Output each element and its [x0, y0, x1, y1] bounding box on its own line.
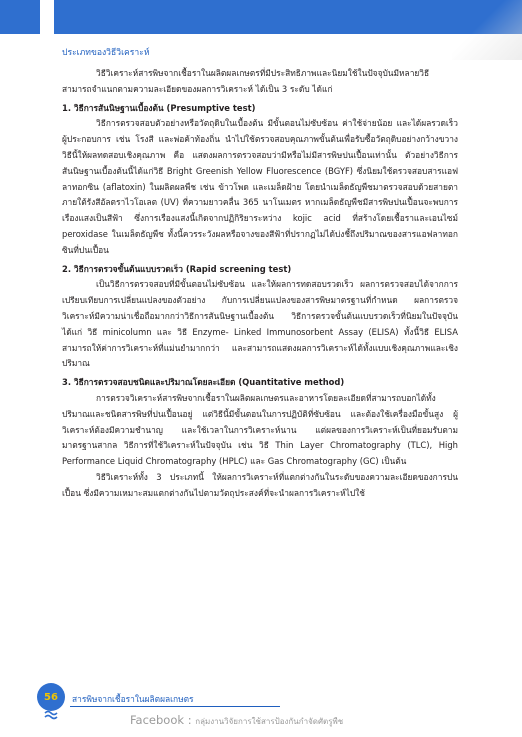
method-body-2: เป็นวิธีการตรวจสอบที่มีขั้นตอนไม่ซับซ้อน และให้ผลการทดสอบรวดเร็ว ผลการตรวจสอบได้จากการเปรียบเทียบการเปลี่ยนแปลงของตัวอย่าง กับการเปลี่ยนแปลงของสารพิษมาตรฐานที่กำหนด ผลการตรวจวิเคราะห์มีความน่าเชื่อถือมากกว่าวิธีการสันนิษฐานเบื้องต้น วิธีการตรวจขั้นต้นแบบรวดเร็วที่นิยมในปัจจุบัน ได้แก่ วิธี minicolumn และ วิธี Enzyme- Linked Immunosorbent Assay (ELISA) ทั้งนี้วิธี ELISA สามารถให้ค่าการวิเคราะห์ที่แม่นยำมากกว่า และสามารถแสดงผลการวิเคราะห์ได้ทั้งแบบเชิงคุณภาพและเชิงปริมาณ: [62, 279, 458, 369]
header-notch: [40, 0, 54, 34]
intro-paragraph: วิธีวิเคราะห์สารพิษจากเชื้อราในผลิตผลเกษตรที่มีประสิทธิภาพและนิยมใช้ในปัจจุบันมีหลายวิธี สามารถจำแนกตามความละเอียดของผลการวิเคราะห์ ได้เป็น 3 ระดับ ได้แก่: [62, 68, 430, 94]
section-title: ประเภทของวิธีวิเคราะห์: [62, 48, 150, 58]
footer-divider: [70, 706, 280, 707]
method-heading-2: 2. วิธีการตรวจขั้นต้นแบบรวดเร็ว (Rapid screening test): [62, 263, 292, 274]
page-corner-shade: [452, 0, 522, 60]
page-number-badge: [37, 683, 65, 711]
page-content: [62, 46, 458, 502]
page-number: 56: [44, 691, 58, 703]
closing-paragraph: วิธีวิเคราะห์ทั้ง 3 ประเภทนี้ ให้ผลการวิเคราะห์ที่แตกต่างกันในระดับของความละเอียดของการปนเปื้อน ซึ่งมีความเหมาะสมแตกต่างกันไปตามวัตถุประสงค์ที่จะนำผลการวิเคราะห์ไปใช้: [62, 471, 458, 498]
method-body-3: การตรวจวิเคราะห์สารพิษจากเชื้อราในผลิตผลเกษตรและอาหารโดยละเอียดที่สามารถบอกได้ทั้งปริมาณและชนิดสารพิษที่ปนเปื้อนอยู่ แต่วิธีนี้มีขั้นตอนในการปฏิบัติที่ซับซ้อน และต้องใช้เครื่องมือขั้นสูง ผู้วิเคราะห์ต้องมีความชำนาญ และใช้เวลาในการวิเคราะห์นาน แต่ผลของการวิเคราะห์เป็นที่ยอมรับตามมาตรฐานสากล วิธีการที่ใช้วิเคราะห์ในปัจจุบัน เช่น วิธี Thin Layer Chromatography (TLC), High Performance Liquid Chromatography (HPLC) และ Gas Chromatography (GC) เป็นต้น: [62, 392, 458, 467]
watermark-brand: Facebook :: [130, 713, 192, 727]
method-body-1: วิธีการตรวจสอบตัวอย่างหรือวัตถุดิบในเบื้องต้น มีขั้นตอนไม่ซับซ้อน ค่าใช้จ่ายน้อย และได้ผลรวดเร็ว ผู้ประกอบการ เช่น โรงสี และพ่อค้าท้องถิ่น นำไปใช้ตรวจสอบคุณภาพขั้นต้นเพื่อรับซื้อวัตถุดิบอย่างกว้างขวาง วิธีนี้ให้ผลทดสอบเชิงคุณภาพ คือ แสดงผลการตรวจสอบว่ามีหรือไม่มีสารพิษปนเปื้อนเท่านั้น ตัวอย่างวิธีการสันนิษฐานเบื้องต้นนี้ได้แก่วิธี Bright Greenish Yellow Fluorescence (BGYF) ซึ่งนิยมใช้ตรวจสอบสารแอฟลาทอกซิน (aflatoxin) ในผลิตผลพืช เช่น ข้าวโพด และเมล็ดฝ้าย โดยนำเมล็ดธัญพืชมาตรวจสอบด้วยสายตาภายใต้รังสีอัลตราไวโอเลต (UV) ที่ความยาวคลื่น 365 นาโนเมตร หากเมล็ดธัญพืชมีสารพิษปนเปื้อนจะพบการเรืองแสงเป็นสีฟ้า ซึ่งการเรืองแสงนี้เกิดจากปฏิกิริยาระหว่าง kojic acid ที่สร้างโดยเชื้อราและเอนไซม์ peroxidase ในเมล็ดธัญพืช ทั้งนี้ควรระวังผลหรือจางของสีฟ้าที่ปรากฏไม่ได้บ่งชี้ถึงปริมาณของสารแอฟลาทอกซินที่ปนเปื้อน: [62, 118, 458, 255]
method-heading-3: 3. วิธีการตรวจสอบชนิดและปริมาณโดยละเอียด (Quantitative method): [62, 377, 345, 388]
watermark: [130, 713, 343, 728]
watermark-text: กลุ่มงานวิจัยการใช้สารป้องกันกำจัดศัตรูพืช: [195, 717, 344, 726]
wave-icon: [44, 710, 60, 720]
footer-title: สารพิษจากเชื้อราในผลิตผลเกษตร: [72, 694, 194, 704]
method-heading-1: 1. วิธีการสันนิษฐานเบื้องต้น (Presumptive test): [62, 102, 256, 113]
header-band: [0, 0, 522, 34]
